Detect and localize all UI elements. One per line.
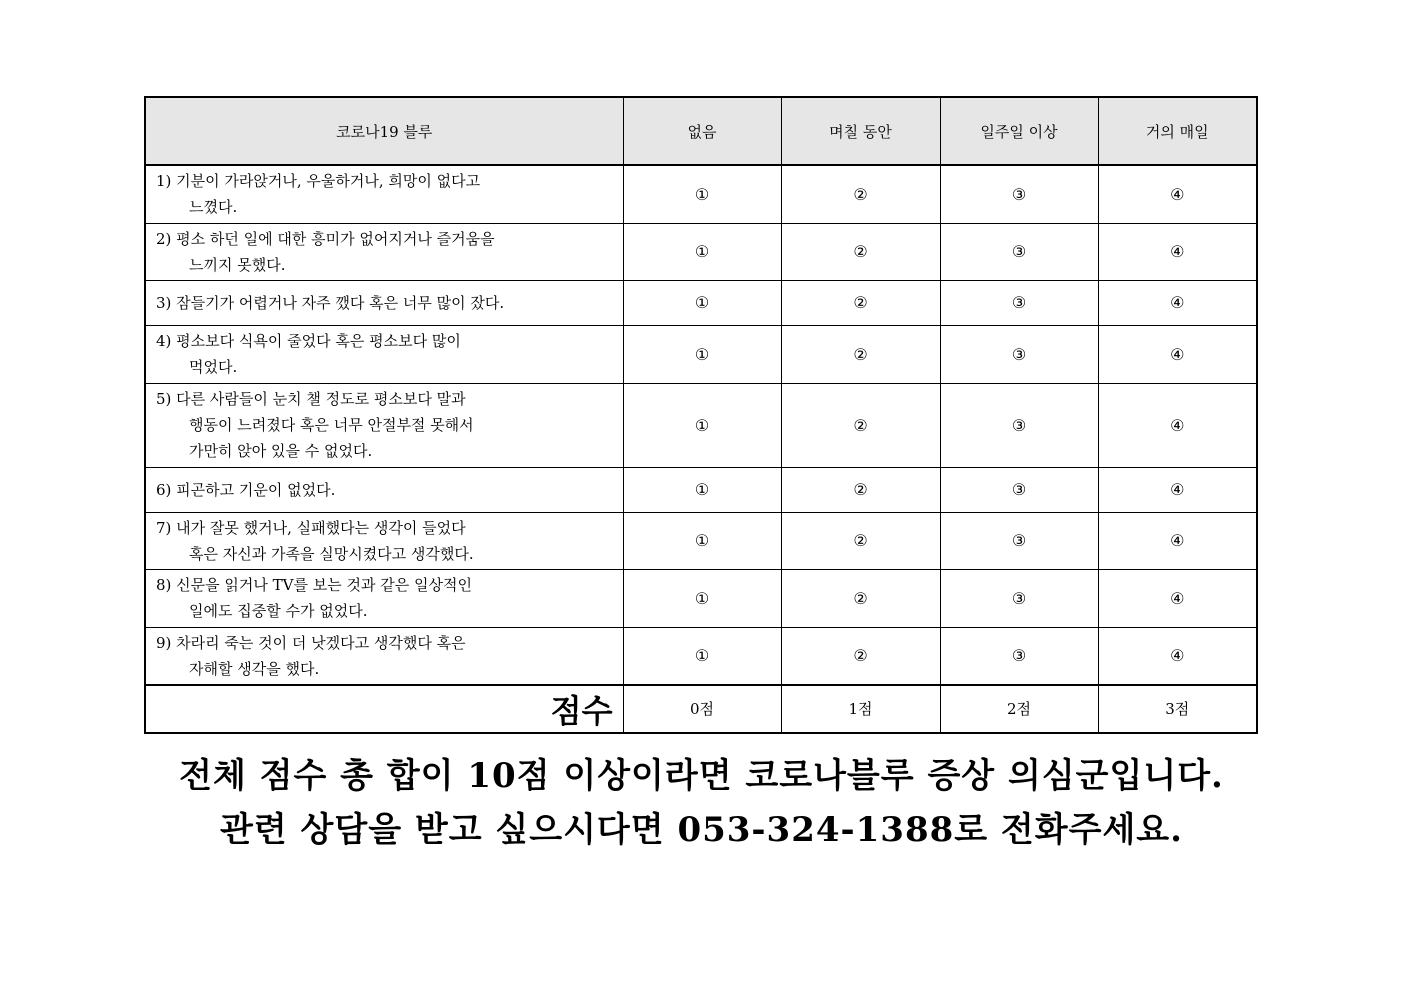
option-2[interactable]: ② <box>781 627 940 685</box>
score-label: 점수 <box>145 685 623 733</box>
question-line: 3) 잠들기가 어렵거나 자주 깼다 혹은 너무 많이 잤다. <box>156 293 505 312</box>
score-few-days: 1점 <box>781 685 940 733</box>
option-2[interactable]: ② <box>781 165 940 223</box>
option-4[interactable]: ④ <box>1098 512 1257 569</box>
question-row <box>145 223 1257 280</box>
option-1[interactable]: ① <box>623 627 781 685</box>
header-few-days: 며칠 동안 <box>781 97 940 165</box>
score-over-week: 2점 <box>940 685 1098 733</box>
question-line: 8) 신문을 읽거나 TV를 보는 것과 같은 일상적인 <box>156 576 472 594</box>
question-line: 혹은 자신과 가족을 실망시켰다고 생각했다. <box>189 544 474 563</box>
question-line: 느끼지 못했다. <box>189 255 286 274</box>
option-3[interactable]: ③ <box>940 569 1098 627</box>
question-text <box>145 512 623 569</box>
header-row <box>145 97 1257 165</box>
question-line: 먹었다. <box>189 358 238 376</box>
question-row <box>145 280 1257 325</box>
option-3[interactable]: ③ <box>940 512 1098 569</box>
question-line: 9) 차라리 죽는 것이 더 낫겠다고 생각했다 혹은 <box>156 633 466 652</box>
option-1[interactable]: ① <box>623 165 781 223</box>
option-3[interactable]: ③ <box>940 165 1098 223</box>
option-3[interactable]: ③ <box>940 223 1098 280</box>
question-line: 행동이 느려졌다 혹은 너무 안절부절 못해서 <box>189 416 474 434</box>
header-none: 없음 <box>623 97 781 165</box>
option-1[interactable]: ① <box>623 280 781 325</box>
question-text <box>145 223 623 280</box>
option-2[interactable]: ② <box>781 325 940 383</box>
option-1[interactable]: ① <box>623 512 781 569</box>
question-line: 7) 내가 잘못 했거나, 실패했다는 생각이 들었다 <box>156 518 466 537</box>
question-text <box>145 165 623 223</box>
question-text <box>145 467 623 512</box>
question-line: 5) 다른 사람들이 눈치 챌 정도로 평소보다 말과 <box>156 390 466 408</box>
option-1[interactable]: ① <box>623 383 781 467</box>
option-1[interactable]: ① <box>623 569 781 627</box>
option-3[interactable]: ③ <box>940 325 1098 383</box>
option-2[interactable]: ② <box>781 512 940 569</box>
contact-notice: 관련 상담을 받고 싶으시다면 053-324-1388로 전화주세요. <box>219 810 1183 850</box>
question-line: 2) 평소 하던 일에 대한 흥미가 없어지거나 즐거움을 <box>156 229 495 248</box>
question-text <box>145 627 623 685</box>
option-4[interactable]: ④ <box>1098 467 1257 512</box>
question-text <box>145 280 623 325</box>
option-4[interactable]: ④ <box>1098 223 1257 280</box>
question-row <box>145 325 1257 383</box>
question-line: 6) 피곤하고 기운이 없었다. <box>156 480 336 499</box>
question-row <box>145 165 1257 223</box>
option-4[interactable]: ④ <box>1098 569 1257 627</box>
survey-table <box>144 96 1258 734</box>
option-1[interactable]: ① <box>623 467 781 512</box>
score-none: 0점 <box>623 685 781 733</box>
option-1[interactable]: ① <box>623 325 781 383</box>
option-1[interactable]: ① <box>623 223 781 280</box>
header-almost-daily: 거의 매일 <box>1098 97 1257 165</box>
option-3[interactable]: ③ <box>940 467 1098 512</box>
question-line: 자해할 생각을 했다. <box>189 659 320 678</box>
option-2[interactable]: ② <box>781 383 940 467</box>
option-2[interactable]: ② <box>781 467 940 512</box>
question-row <box>145 569 1257 627</box>
question-text <box>145 383 623 467</box>
option-2[interactable]: ② <box>781 280 940 325</box>
option-4[interactable]: ④ <box>1098 383 1257 467</box>
question-row <box>145 467 1257 512</box>
question-line: 4) 평소보다 식욕이 줄었다 혹은 평소보다 많이 <box>156 332 461 350</box>
option-4[interactable]: ④ <box>1098 325 1257 383</box>
option-4[interactable]: ④ <box>1098 627 1257 685</box>
option-4[interactable]: ④ <box>1098 280 1257 325</box>
question-row <box>145 627 1257 685</box>
question-text <box>145 325 623 383</box>
option-4[interactable]: ④ <box>1098 165 1257 223</box>
question-row <box>145 383 1257 467</box>
score-row <box>145 685 1257 733</box>
result-notice: 전체 점수 총 합이 10점 이상이라면 코로나블루 증상 의심군입니다. <box>179 756 1224 796</box>
header-over-week: 일주일 이상 <box>940 97 1098 165</box>
option-3[interactable]: ③ <box>940 383 1098 467</box>
question-line: 느꼈다. <box>189 198 238 217</box>
question-line: 가만히 앉아 있을 수 없었다. <box>189 442 373 460</box>
question-line: 1) 기분이 가라앉거나, 우울하거나, 희망이 없다고 <box>156 172 481 191</box>
option-3[interactable]: ③ <box>940 627 1098 685</box>
question-line: 일에도 집중할 수가 없었다. <box>189 602 368 620</box>
option-2[interactable]: ② <box>781 569 940 627</box>
option-3[interactable]: ③ <box>940 280 1098 325</box>
header-title: 코로나19 블루 <box>145 97 623 165</box>
score-almost-daily: 3점 <box>1098 685 1257 733</box>
question-row <box>145 512 1257 569</box>
option-2[interactable]: ② <box>781 223 940 280</box>
question-text <box>145 569 623 627</box>
